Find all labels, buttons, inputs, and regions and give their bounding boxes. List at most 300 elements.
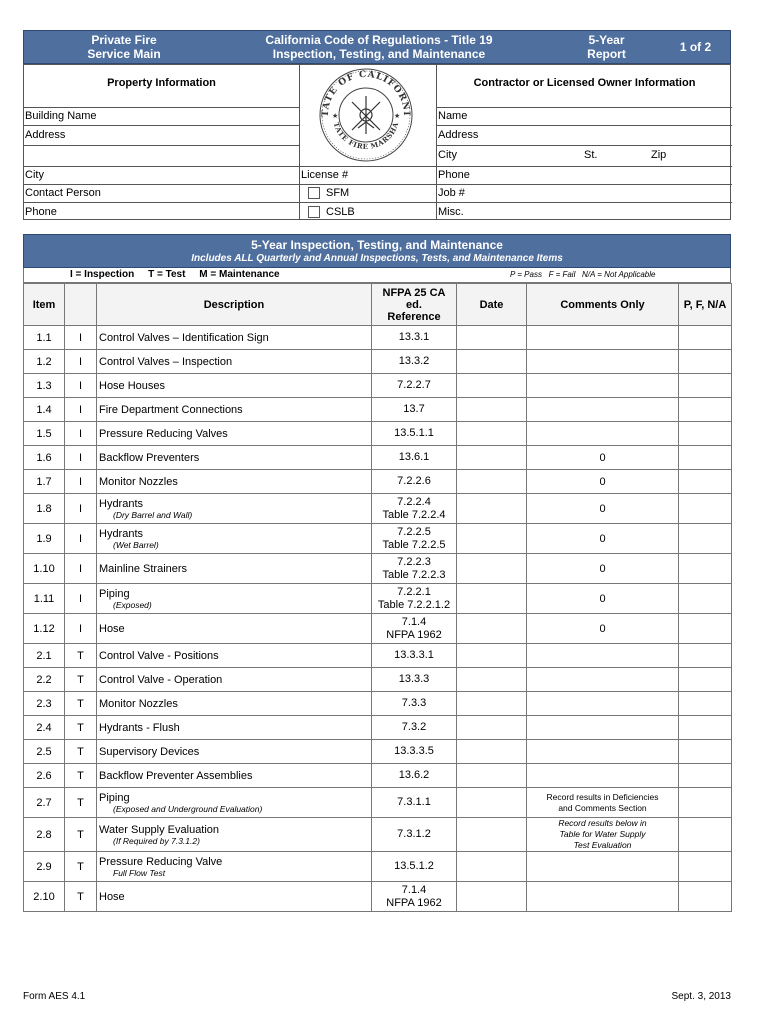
item-comment-text: 0 — [599, 592, 606, 605]
item-reference — [372, 494, 457, 524]
item-comment-text: 0 — [599, 532, 606, 545]
item-result-cell[interactable] — [679, 470, 732, 494]
item-number-text: 2.7 — [36, 796, 52, 809]
item-result-cell[interactable] — [679, 374, 732, 398]
item-number-text: 1.5 — [36, 427, 52, 440]
item-type-text: I — [78, 562, 83, 575]
item-comment-cell[interactable] — [527, 524, 679, 554]
item-date-cell[interactable] — [457, 584, 527, 614]
item-reference — [372, 326, 457, 350]
item-description-text: Fire Department Connections — [99, 403, 243, 416]
header-left-line1: Private Fire — [91, 33, 157, 47]
report-header — [23, 30, 731, 64]
header-right-line2: Report — [587, 47, 626, 61]
item-number — [24, 374, 65, 398]
item-type-text: I — [78, 502, 83, 515]
item-description-text: Hose Houses — [99, 379, 166, 392]
item-result-cell[interactable] — [679, 524, 732, 554]
page-number-text: 1 of 2 — [679, 40, 712, 54]
table-row — [24, 494, 732, 524]
section-title-bar — [23, 234, 731, 268]
item-comment-cell[interactable] — [527, 764, 679, 788]
item-comment-cell[interactable] — [527, 326, 679, 350]
item-type-text: I — [78, 331, 83, 344]
item-comment-text: 0 — [599, 562, 606, 575]
item-result-cell[interactable] — [679, 852, 732, 882]
type-legend: I = Inspection T = Test M = Maintenance — [70, 269, 280, 280]
col-date: Date — [457, 284, 527, 326]
cslb-label: CSLB — [326, 206, 355, 218]
item-comment-cell[interactable] — [527, 494, 679, 524]
item-comment-cell[interactable] — [527, 422, 679, 446]
item-comment-cell[interactable] — [527, 692, 679, 716]
item-type — [65, 788, 97, 818]
header-regulation — [224, 31, 534, 63]
info-block — [23, 64, 731, 220]
item-description-text: Backflow Preventers — [99, 451, 200, 464]
table-header-row — [24, 284, 732, 326]
item-type-text: T — [77, 673, 84, 686]
property-address-label: Address — [25, 129, 66, 141]
item-description-text: Piping — [99, 587, 130, 600]
item-description — [97, 350, 372, 374]
contractor-heading: Contractor or Licensed Owner Information — [473, 77, 696, 89]
item-type-text: I — [78, 451, 83, 464]
item-type — [65, 470, 97, 494]
table-row — [24, 470, 732, 494]
col-type — [65, 284, 97, 326]
item-comment-cell[interactable] — [527, 584, 679, 614]
item-date-cell[interactable] — [457, 422, 527, 446]
item-description — [97, 852, 372, 882]
table-row — [24, 398, 732, 422]
item-type — [65, 644, 97, 668]
item-description-text: Backflow Preventer Assemblies — [99, 769, 253, 782]
item-description-text: Pressure Reducing Valve — [99, 855, 223, 868]
property-city-label: City — [25, 169, 44, 181]
svg-text:★: ★ — [394, 113, 401, 120]
item-number — [24, 764, 65, 788]
item-comment-cell[interactable] — [527, 350, 679, 374]
item-date-cell[interactable] — [457, 446, 527, 470]
item-reference-line1: 13.5.1.1 — [394, 427, 434, 439]
item-reference — [372, 764, 457, 788]
water-supply-note-line3: Test Evaluation — [573, 840, 632, 850]
item-date-cell[interactable] — [457, 692, 527, 716]
item-result-cell[interactable] — [679, 584, 732, 614]
item-reference-line1: 7.1.4 — [401, 883, 427, 896]
item-number — [24, 470, 65, 494]
item-date-cell[interactable] — [457, 470, 527, 494]
item-number-text: 1.12 — [33, 622, 55, 635]
item-description-text: Piping — [99, 791, 130, 804]
item-type — [65, 554, 97, 584]
item-reference-line1: 13.3.1 — [398, 331, 430, 343]
col-reference-line1: NFPA 25 CA — [382, 286, 446, 299]
contractor-name-label: Name — [438, 110, 468, 122]
item-type-text: T — [77, 649, 84, 662]
item-comment-cell[interactable] — [527, 398, 679, 422]
item-number-text: 2.3 — [36, 697, 52, 710]
item-number-text: 1.1 — [36, 331, 52, 344]
sfm-checkbox[interactable] — [308, 187, 320, 199]
item-reference — [372, 716, 457, 740]
item-number-text: 2.8 — [36, 828, 52, 841]
item-date-cell[interactable] — [457, 644, 527, 668]
item-reference-line2: Table 7.2.2.4 — [382, 508, 446, 521]
item-number-text: 2.4 — [36, 721, 52, 734]
item-comment-cell[interactable] — [527, 740, 679, 764]
item-number — [24, 818, 65, 852]
item-reference-line1: 7.2.2.6 — [397, 475, 431, 487]
item-type-text: T — [77, 769, 84, 782]
item-date-cell[interactable] — [457, 398, 527, 422]
item-description — [97, 422, 372, 446]
item-description — [97, 446, 372, 470]
item-type-text: T — [77, 796, 84, 809]
item-reference — [372, 446, 457, 470]
item-number — [24, 668, 65, 692]
item-number — [24, 882, 65, 912]
item-number — [24, 614, 65, 644]
item-result-cell[interactable] — [679, 326, 732, 350]
header-form-type — [24, 31, 224, 63]
water-supply-note-line2: Table for Water Supply — [559, 829, 646, 839]
item-result-cell[interactable] — [679, 668, 732, 692]
item-type — [65, 852, 97, 882]
item-number — [24, 716, 65, 740]
item-reference-line1: 7.2.2.1 — [397, 585, 431, 598]
item-result-cell[interactable] — [679, 764, 732, 788]
item-reference-line1: 13.6.2 — [398, 769, 430, 781]
item-type-text: I — [78, 532, 83, 545]
table-row — [24, 644, 732, 668]
item-result-cell[interactable] — [679, 716, 732, 740]
item-type-text: I — [78, 475, 83, 488]
item-result-cell[interactable] — [679, 692, 732, 716]
item-description — [97, 692, 372, 716]
item-number-text: 2.9 — [36, 860, 52, 873]
table-row — [24, 740, 732, 764]
item-number-text: 2.10 — [33, 890, 55, 903]
item-comment-cell[interactable] — [527, 668, 679, 692]
item-description — [97, 470, 372, 494]
item-description — [97, 818, 372, 852]
item-description — [97, 326, 372, 350]
property-heading: Property Information — [107, 77, 216, 89]
item-reference — [372, 524, 457, 554]
item-description-text: Control Valves – Inspection — [99, 355, 233, 368]
item-reference — [372, 470, 457, 494]
item-number — [24, 852, 65, 882]
item-reference-line1: 7.2.2.4 — [397, 495, 431, 508]
item-type-text: I — [78, 379, 83, 392]
contractor-city-label: City — [438, 149, 457, 161]
item-comment-text: 0 — [599, 502, 606, 515]
item-description — [97, 788, 372, 818]
item-date-cell[interactable] — [457, 614, 527, 644]
item-number-text: 1.7 — [36, 475, 52, 488]
item-type-text: T — [77, 890, 84, 903]
item-type — [65, 350, 97, 374]
item-reference-line1: 7.3.1.1 — [397, 796, 431, 808]
contractor-phone-label: Phone — [438, 169, 470, 181]
item-reference — [372, 852, 457, 882]
item-result-cell[interactable] — [679, 614, 732, 644]
item-comment-cell[interactable] — [527, 882, 679, 912]
item-reference — [372, 614, 457, 644]
item-result-cell[interactable] — [679, 740, 732, 764]
form-number: Form AES 4.1 — [23, 991, 86, 1002]
item-reference — [372, 422, 457, 446]
item-reference — [372, 584, 457, 614]
item-description-text: Control Valves – Identification Sign — [99, 331, 269, 344]
item-description — [97, 716, 372, 740]
table-row — [24, 524, 732, 554]
item-type — [65, 818, 97, 852]
item-reference — [372, 882, 457, 912]
item-result-cell[interactable] — [679, 350, 732, 374]
item-number — [24, 788, 65, 818]
item-comment-cell[interactable] — [527, 446, 679, 470]
item-description-text: Hydrants — [99, 527, 144, 540]
col-pfna: P, F, N/A — [679, 284, 732, 326]
item-type — [65, 524, 97, 554]
item-type — [65, 584, 97, 614]
item-description — [97, 644, 372, 668]
item-result-cell[interactable] — [679, 398, 732, 422]
table-row — [24, 554, 732, 584]
item-date-cell[interactable] — [457, 326, 527, 350]
item-type-text: T — [77, 828, 84, 841]
item-reference-line1: 13.7 — [403, 403, 425, 415]
item-reference-line1: 13.6.1 — [398, 451, 430, 463]
item-date-cell[interactable] — [457, 788, 527, 818]
item-number-text: 1.4 — [36, 403, 52, 416]
item-comment-cell[interactable] — [527, 818, 679, 852]
item-type-text: I — [78, 427, 83, 440]
cslb-option[interactable] — [308, 205, 355, 219]
item-reference-line2: NFPA 1962 — [386, 628, 442, 641]
item-description — [97, 524, 372, 554]
seal-top-text: TATE OF CALIFORNI — [320, 69, 412, 118]
item-type — [65, 764, 97, 788]
item-type — [65, 716, 97, 740]
item-number-text: 2.5 — [36, 745, 52, 758]
item-description — [97, 554, 372, 584]
svg-text:★: ★ — [332, 113, 339, 120]
item-description — [97, 584, 372, 614]
contractor-state-label: St. — [584, 149, 598, 161]
item-number-text: 1.3 — [36, 379, 52, 392]
contractor-zip-label: Zip — [651, 149, 667, 161]
section-title: 5-Year Inspection, Testing, and Maintenance — [251, 238, 503, 252]
col-reference — [372, 284, 457, 326]
table-row — [24, 326, 732, 350]
item-reference-line1: 7.3.2 — [401, 721, 427, 733]
item-type-text: T — [77, 860, 84, 873]
legend-bar — [23, 268, 731, 283]
item-comment-cell[interactable] — [527, 554, 679, 584]
cslb-checkbox[interactable] — [308, 206, 320, 218]
item-result-cell[interactable] — [679, 422, 732, 446]
page-number — [659, 31, 732, 63]
table-row — [24, 668, 732, 692]
item-date-cell[interactable] — [457, 494, 527, 524]
item-number-text: 1.11 — [33, 592, 55, 605]
item-date-cell[interactable] — [457, 374, 527, 398]
table-row — [24, 764, 732, 788]
item-description — [97, 374, 372, 398]
item-result-cell[interactable] — [679, 882, 732, 912]
table-row — [24, 818, 732, 852]
item-description-sub: (Wet Barrel) — [113, 539, 159, 550]
item-type — [65, 326, 97, 350]
item-comment-cell[interactable] — [527, 614, 679, 644]
item-reference-line1: 13.5.1.2 — [394, 860, 434, 872]
building-name-label: Building Name — [25, 110, 97, 122]
item-description-text: Mainline Strainers — [99, 562, 188, 575]
col-comments: Comments Only — [527, 284, 679, 326]
item-number — [24, 326, 65, 350]
item-number-text: 1.8 — [36, 502, 52, 515]
item-type-text: T — [77, 697, 84, 710]
item-reference-line2: Table 7.2.2.5 — [382, 538, 446, 551]
item-description-text: Hydrants — [99, 497, 144, 510]
item-number-text: 2.2 — [36, 673, 52, 686]
item-date-cell[interactable] — [457, 852, 527, 882]
item-date-cell[interactable] — [457, 764, 527, 788]
item-comment-cell[interactable] — [527, 644, 679, 668]
item-type — [65, 692, 97, 716]
item-result-cell[interactable] — [679, 446, 732, 470]
item-date-cell[interactable] — [457, 668, 527, 692]
item-description-text: Hydrants - Flush — [99, 721, 180, 734]
item-reference-line1: 13.3.3 — [398, 673, 430, 685]
item-type-text: I — [78, 622, 83, 635]
section-subtitle: Includes ALL Quarterly and Annual Inspections, Tests, and Maintenance Items — [191, 253, 563, 264]
item-comment-cell[interactable] — [527, 470, 679, 494]
item-reference-line1: 7.2.2.5 — [397, 525, 431, 538]
item-reference — [372, 692, 457, 716]
item-number — [24, 398, 65, 422]
item-reference — [372, 644, 457, 668]
item-reference — [372, 554, 457, 584]
item-number — [24, 494, 65, 524]
item-description-sub: (If Required by 7.3.1.2) — [113, 835, 200, 846]
item-date-cell[interactable] — [457, 740, 527, 764]
item-result-cell[interactable] — [679, 554, 732, 584]
item-description-text: Control Valve - Operation — [99, 673, 223, 686]
item-result-cell[interactable] — [679, 818, 732, 852]
item-description-text: Monitor Nozzles — [99, 475, 178, 488]
item-comment-cell[interactable] — [527, 852, 679, 882]
item-description — [97, 614, 372, 644]
item-comment-cell[interactable] — [527, 788, 679, 818]
item-number-text: 1.9 — [36, 532, 52, 545]
item-date-cell[interactable] — [457, 524, 527, 554]
item-type — [65, 740, 97, 764]
item-description-text: Hose — [99, 622, 125, 635]
item-number-text: 1.2 — [36, 355, 52, 368]
item-date-cell[interactable] — [457, 350, 527, 374]
job-number-label: Job # — [438, 187, 465, 199]
deficiency-note — [529, 792, 676, 814]
col-reference-line3: Reference — [387, 310, 441, 323]
item-description — [97, 668, 372, 692]
item-reference-line1: 7.2.2.3 — [397, 555, 431, 568]
item-description-sub: Full Flow Test — [113, 867, 166, 878]
item-reference-line2: Table 7.2.2.1.2 — [377, 598, 451, 611]
item-comment-cell[interactable] — [527, 374, 679, 398]
item-type — [65, 668, 97, 692]
water-supply-note-line1: Record results below in — [558, 818, 647, 828]
sfm-option[interactable] — [308, 186, 349, 200]
deficiency-note-line2: and Comments Section — [558, 802, 647, 813]
item-type-text: I — [78, 355, 83, 368]
header-center-line2: Inspection, Testing, and Maintenance — [272, 47, 486, 61]
item-description — [97, 882, 372, 912]
item-result-cell[interactable] — [679, 788, 732, 818]
item-comment-cell[interactable] — [527, 716, 679, 740]
water-supply-note — [529, 818, 676, 851]
item-type-text: T — [77, 745, 84, 758]
item-result-cell[interactable] — [679, 644, 732, 668]
property-phone-label: Phone — [25, 206, 57, 218]
item-type — [65, 494, 97, 524]
item-date-cell[interactable] — [457, 554, 527, 584]
item-comment-text: 0 — [599, 622, 606, 635]
item-description — [97, 398, 372, 422]
item-description-sub: (Dry Barrel and Wall) — [113, 509, 193, 520]
item-description-text: Monitor Nozzles — [99, 697, 178, 710]
item-reference — [372, 788, 457, 818]
item-number — [24, 584, 65, 614]
item-reference-line1: 13.3.3.1 — [394, 649, 434, 661]
item-reference-line1: 13.3.2 — [398, 355, 430, 367]
table-row — [24, 446, 732, 470]
item-number — [24, 350, 65, 374]
sfm-label: SFM — [326, 187, 350, 199]
item-reference-line2: NFPA 1962 — [386, 896, 442, 909]
item-type — [65, 614, 97, 644]
item-reference — [372, 398, 457, 422]
item-reference-line1: 7.3.3 — [401, 697, 427, 709]
item-number — [24, 524, 65, 554]
item-date-cell[interactable] — [457, 818, 527, 852]
state-fire-marshal-seal — [314, 66, 418, 164]
item-type-text: T — [77, 721, 84, 734]
item-number — [24, 554, 65, 584]
item-number — [24, 644, 65, 668]
item-result-cell[interactable] — [679, 494, 732, 524]
inspection-table — [23, 283, 732, 912]
deficiency-note-line1: Record results in Deficiencies — [546, 791, 659, 802]
item-description-text: Supervisory Devices — [99, 745, 200, 758]
item-date-cell[interactable] — [457, 716, 527, 740]
table-row — [24, 422, 732, 446]
item-description-sub: (Exposed) — [113, 599, 152, 610]
item-comment-text: 0 — [599, 451, 606, 464]
header-report-type — [554, 31, 659, 63]
contractor-address-label: Address — [438, 129, 479, 141]
table-row — [24, 788, 732, 818]
item-number-text: 2.6 — [36, 769, 52, 782]
item-description-text: Pressure Reducing Valves — [99, 427, 228, 440]
item-date-cell[interactable] — [457, 882, 527, 912]
item-description — [97, 740, 372, 764]
item-number — [24, 446, 65, 470]
